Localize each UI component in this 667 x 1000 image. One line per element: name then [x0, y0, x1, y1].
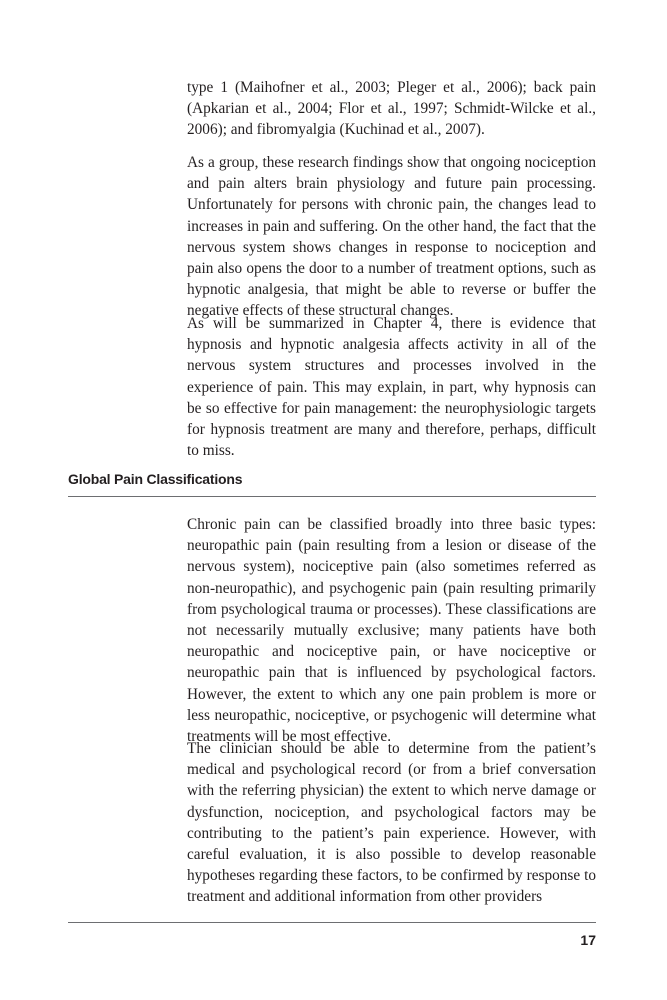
page-number: 17	[580, 932, 596, 948]
body-paragraph-3: As will be summarized in Chapter 4, there is evidence that hypnosis and hypnotic analgesia affects activity in all of the nervous system structures and processes involved in the experience of pain. This may explain, in part, why hypnosis can be so effective for pain management: the neurophysiologic targets for hypnosis treatment are many and therefore, perhaps, difficult to miss.	[187, 315, 596, 460]
body-paragraph-4: Chronic pain can be classified broadly into three basic types: neuropathic pain (pain resulting from a lesion or disease of the nervous system), nociceptive pain (also sometimes referred as non-neuropathic), and psychogenic pain (pain resulting primarily from psychological trauma or processes). These classifications are not necessarily mutually exclusive; many patients have both neuropathic and nociceptive pain, or have nociceptive or neuropathic pain that is influenced by psychological factors. However, the extent to which any one pain problem is more or less neuropathic, nociceptive, or psychogenic will determine what treatments will be most effective.	[187, 516, 596, 746]
body-paragraph-2: As a group, these research findings show that ongoing nociception and pain alters brain physiology and future pain processing. Unfortunately for persons with chronic pain, the changes lead to increases in pain and suffering. On the other hand, the fact that the nervous system shows changes in response to nociception and pain also opens the door to a number of treatment options, such as hypnotic analgesia, that might be able to reverse or buffer the negative effects of these structural changes.	[187, 154, 596, 320]
body-paragraph-5: The clinician should be able to determine from the patient’s medical and psychological record (or from a brief conversation with the referring physician) the extent to which nerve damage or dysfunction, nociception, and psychological factors may be contributing to the patient’s pain experience. However, with careful evaluation, it is also possible to develop reasonable hypotheses regarding these factors, to be confirmed by response to treatment and additional information from other providers	[187, 740, 596, 906]
footer-divider	[68, 922, 596, 923]
section-heading: Global Pain Classifications	[68, 471, 243, 487]
section-divider	[68, 496, 596, 497]
body-paragraph-1: type 1 (Maihofner et al., 2003; Pleger et al., 2006); back pain (Apkarian et al., 2004; Flor et al., 1997; Schmidt-Wilcke et al., 2006); and fibromyalgia (Kuchinad et al., 2007).	[187, 79, 596, 139]
